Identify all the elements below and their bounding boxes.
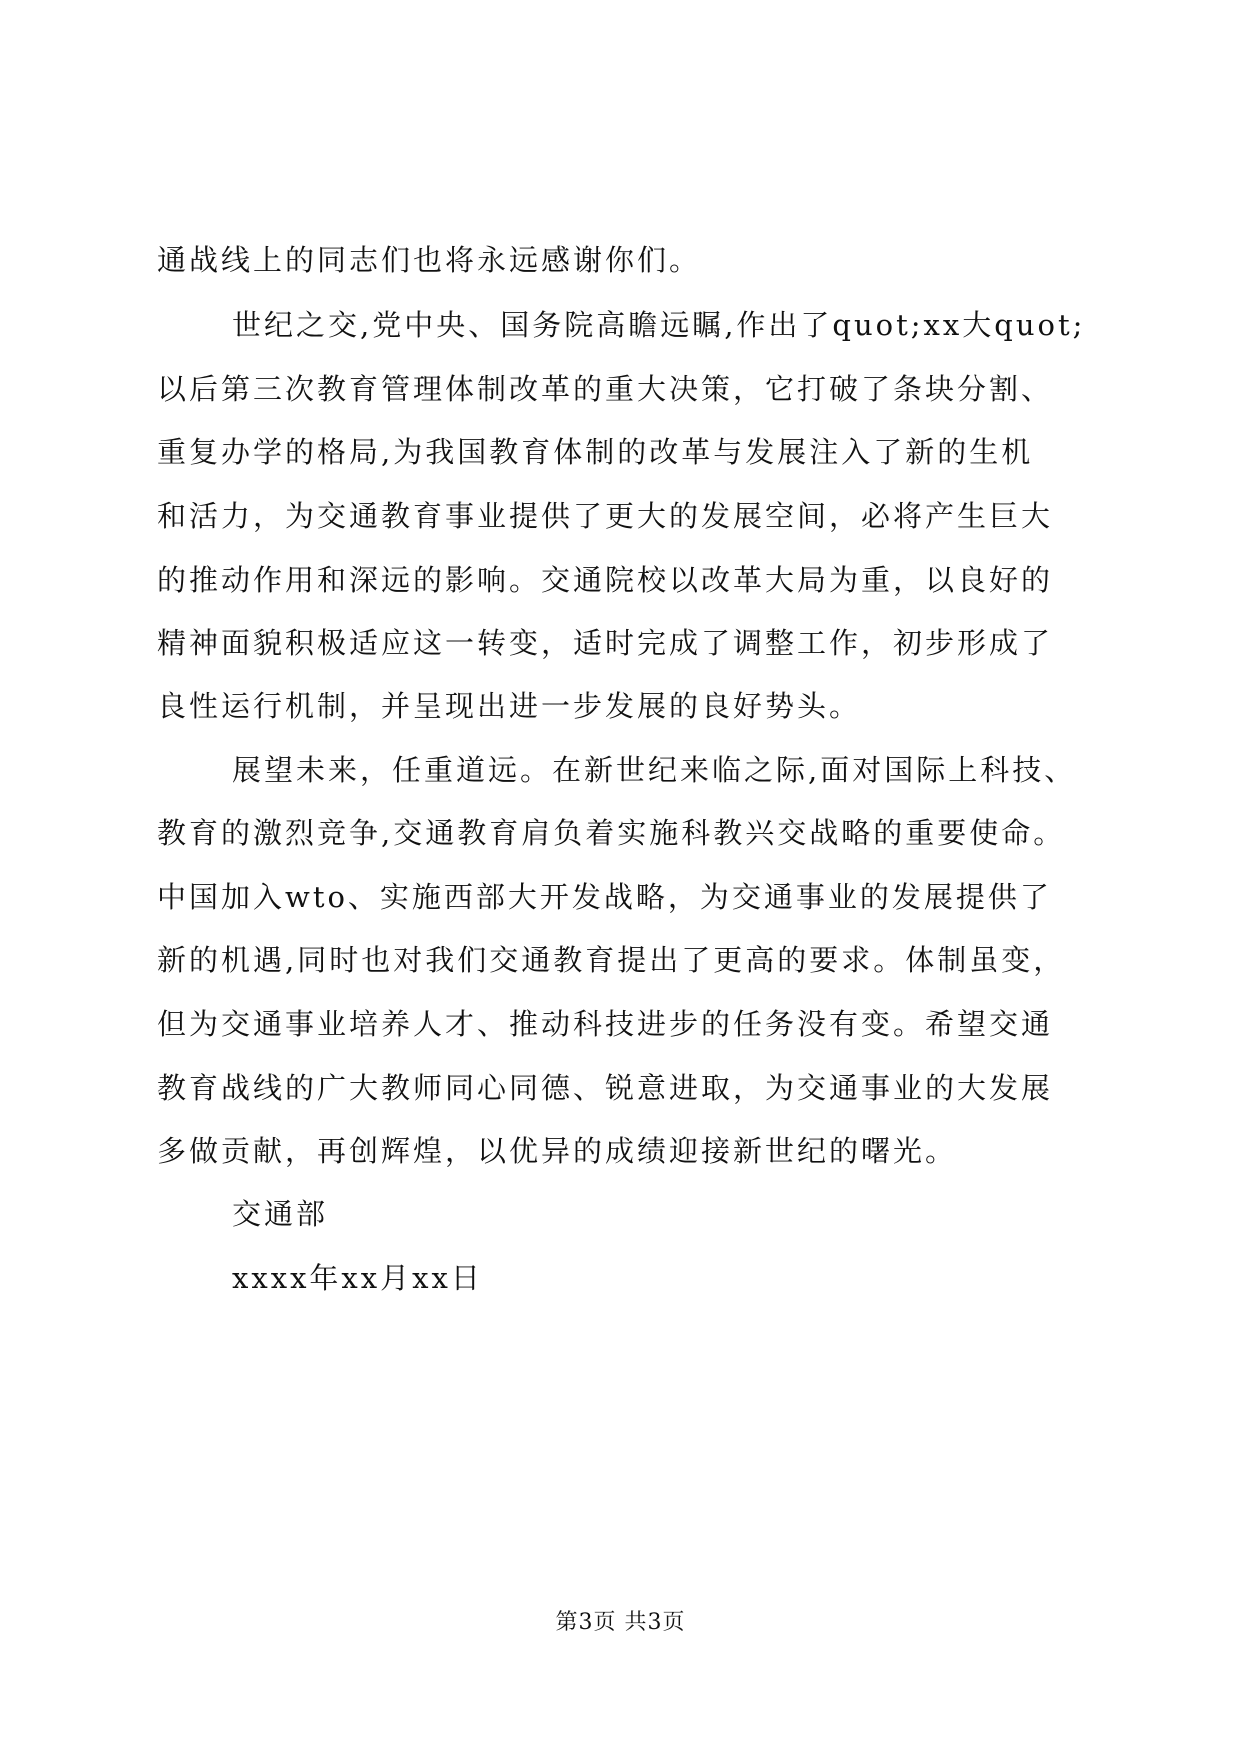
paragraph-3-line-2: 教育的激烈竞争,交通教育肩负着实施科教兴交战略的重要使命。 xyxy=(157,816,1066,850)
body-line-1: 通战线上的同志们也将永远感谢你们。 xyxy=(157,243,702,277)
paragraph-2-line-1: 世纪之交,党中央、国务院高瞻远瞩,作出了quot;xx大quot; xyxy=(232,308,1086,342)
paragraph-3-line-3: 中国加入wto、实施西部大开发战略，为交通事业的发展提供了 xyxy=(157,880,1052,914)
paragraph-2-line-5: 的推动作用和深远的影响。交通院校以改革大局为重，以良好的 xyxy=(157,563,1054,597)
paragraph-2-line-4: 和活力，为交通教育事业提供了更大的发展空间，必将产生巨大 xyxy=(157,499,1054,533)
paragraph-3-line-7: 多做贡献，再创辉煌，以优异的成绩迎接新世纪的曙光。 xyxy=(157,1134,958,1168)
page-footer: 第3页 共3页 xyxy=(555,1610,686,1635)
paragraph-2-line-6: 精神面貌积极适应这一转变，适时完成了调整工作，初步形成了 xyxy=(157,626,1054,660)
paragraph-2-line-7: 良性运行机制，并呈现出进一步发展的良好势头。 xyxy=(157,689,862,723)
paragraph-3-line-5: 但为交通事业培养人才、推动科技进步的任务没有变。希望交通 xyxy=(157,1007,1054,1041)
signature-date: xxxx年xx月xx日 xyxy=(232,1261,483,1295)
paragraph-3-line-1: 展望未来，任重道远。在新世纪来临之际,面对国际上科技、 xyxy=(232,753,1077,787)
paragraph-3-line-6: 教育战线的广大教师同心同德、锐意进取，为交通事业的大发展 xyxy=(157,1071,1054,1105)
paragraph-2-line-3: 重复办学的格局,为我国教育体制的改革与发展注入了新的生机 xyxy=(157,435,1034,469)
signature-organization: 交通部 xyxy=(232,1197,329,1231)
paragraph-3-line-4: 新的机遇,同时也对我们交通教育提出了更高的要求。体制虽变， xyxy=(157,943,1066,977)
paragraph-2-line-2: 以后第三次教育管理体制改革的重大决策，它打破了条块分割、 xyxy=(157,372,1054,406)
